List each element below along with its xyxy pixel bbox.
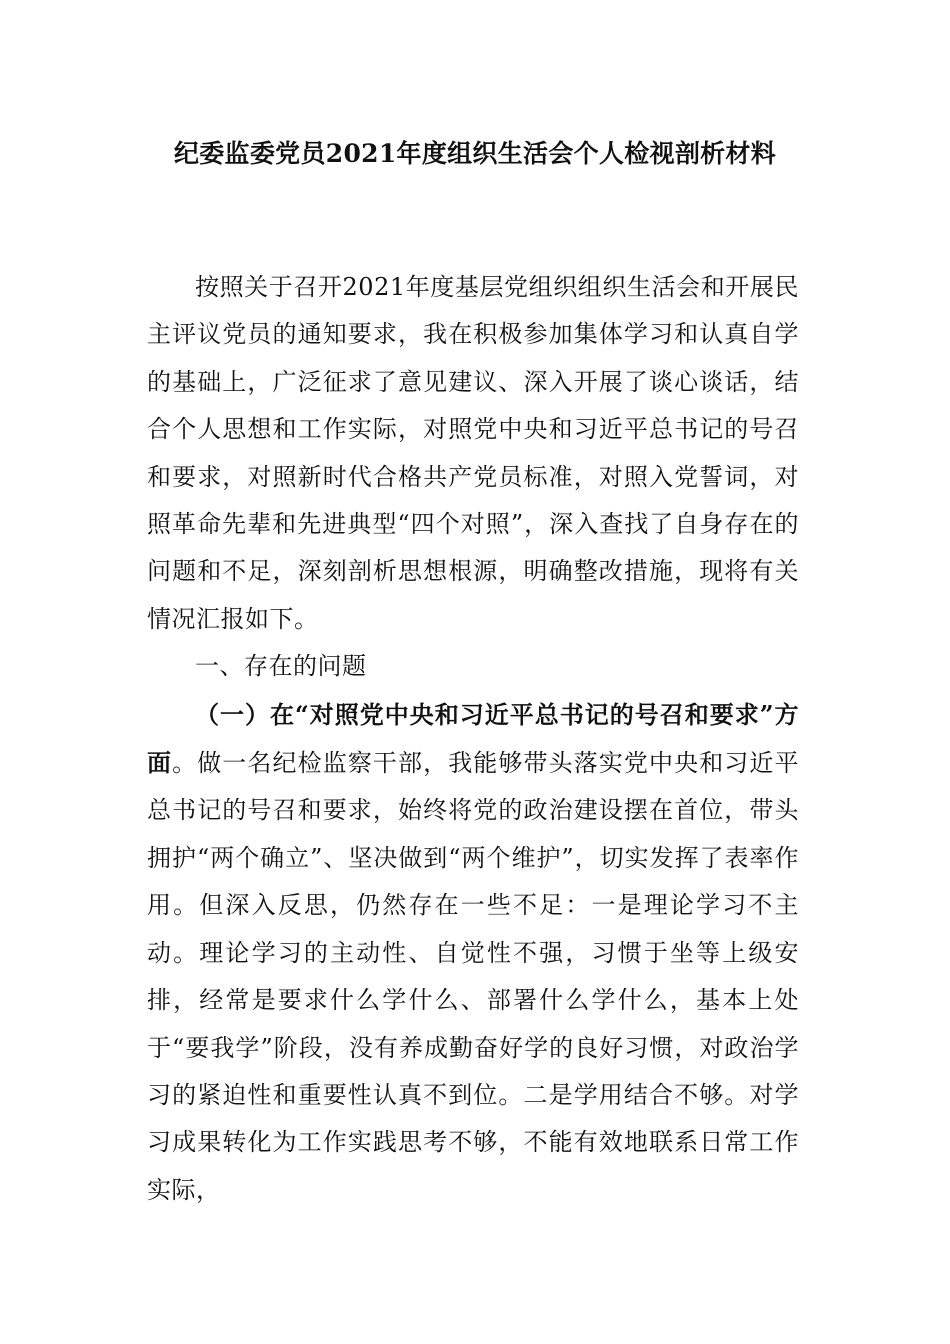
intro-paragraph: 按照关于召开2021年度基层党组织组织生活会和开展民主评议党员的通知要求，我在积极参加集体学习和认真自学的基础上，广泛征求了意见建议、深入开展了谈心谈话，结合个人思想和工作实际，对照党中央和习近平总书记的号召和要求，对照新时代合格共产党员标准，对照入党誓词，对照革命先辈和先进典型“四个对照”，深入查找了自身存在的问题和不足，深刻剖析思想根源，明确整改措施，现将有关情况汇报如下。 (147, 273, 799, 633)
subsection-text: 。做一名纪检监察干部，我能够带头落实党中央和习近平总书记的号召和要求，始终将党的政治建设摆在首位，带头拥护“两个确立”、坚决做到“两个维护”，切实发挥了表率作用。但深入反思，仍然存在一些不足：一是理论学习不主动。理论学习的主动性、自觉性不强，习惯于坐等上级安排，经常是要求什么学什么、部署什么学什么，基本上处于“要我学”阶段，没有养成勤奋好学的良好习惯，对政治学习的紧迫性和重要性认真不到位。二是学用结合不够。对学习成果转化为工作实践思考不够，不能有效地联系日常工作实际， (147, 749, 800, 1204)
subsection-paragraph (147, 691, 799, 1214)
section-heading: 一、存在的问题 (195, 652, 367, 681)
document-title: 纪委监委党员2021年度组织生活会个人检视剖析材料 (173, 139, 777, 168)
subsection-heading: （一）在“对照党中央和习近平总书记的号召和要求”方面 (147, 699, 799, 778)
document-body (147, 264, 799, 1214)
